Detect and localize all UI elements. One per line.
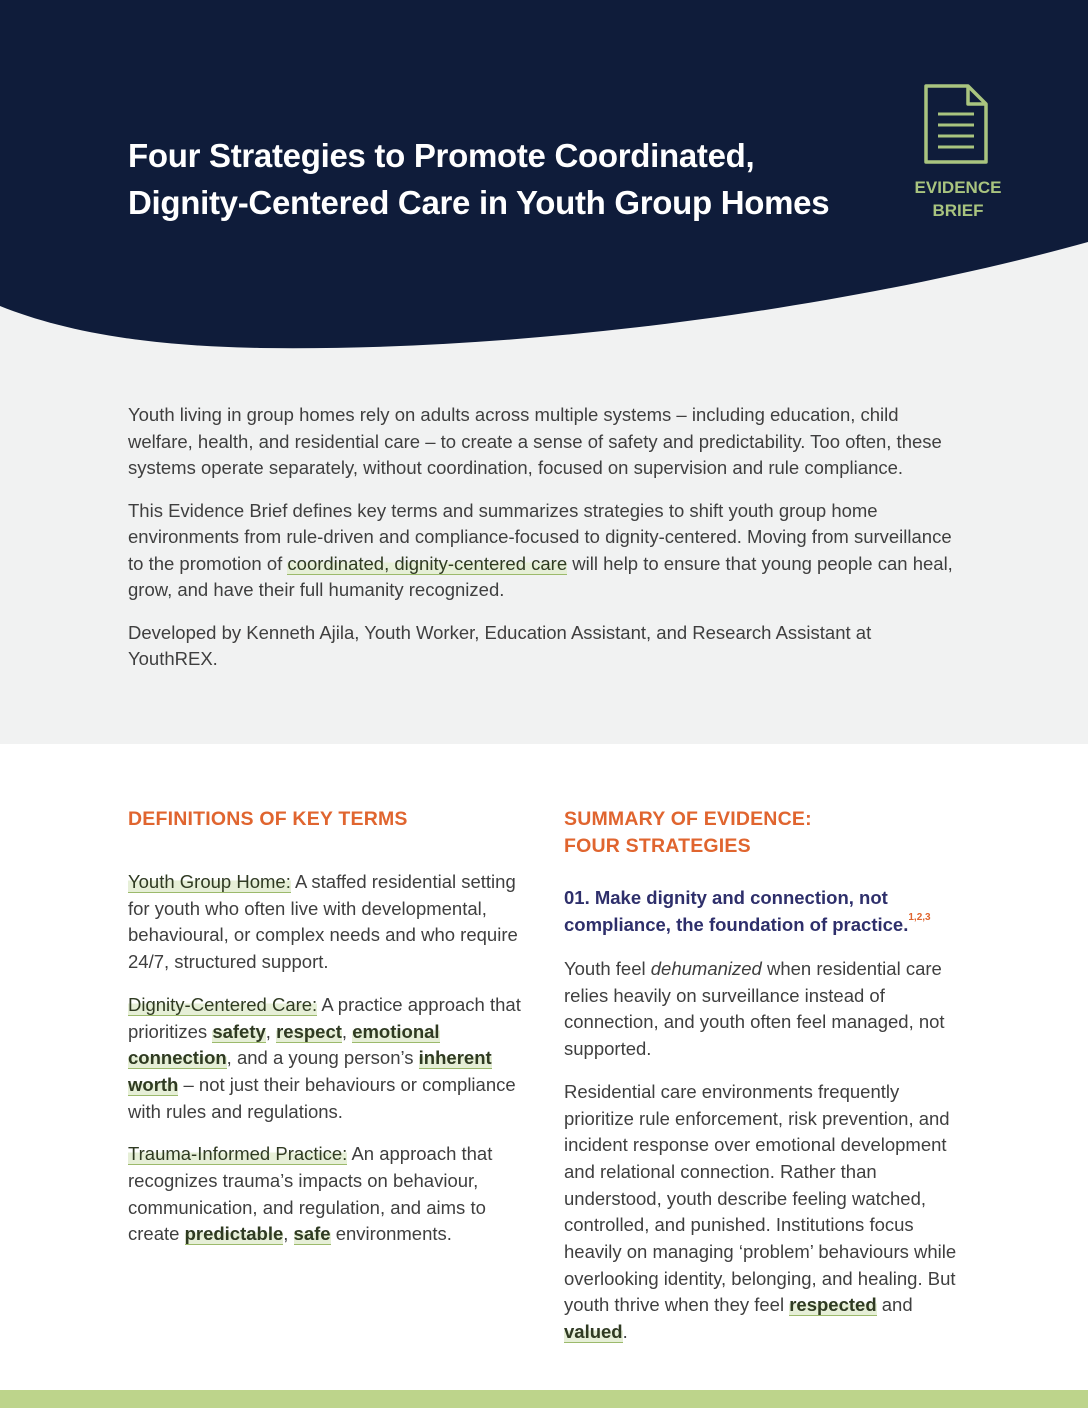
summary-p1-text-2: when residential care relies heavily on surveillance instead of connection, and youth often feel managed, not supported. — [564, 958, 945, 1060]
definition-dignity-centered-care — [128, 992, 528, 1126]
definitions-column — [128, 806, 528, 1264]
summary-p1-text-1: Youth feel — [564, 958, 651, 979]
summary-p2-text-2: and — [876, 1294, 913, 1316]
document-icon — [922, 82, 990, 166]
intro-paragraph-3: Developed by Kenneth Ajila, Youth Worker, Education Assistant, and Research Assistant at YouthREX. — [128, 621, 872, 669]
summary-heading — [564, 806, 964, 860]
evidence-brief-badge — [900, 176, 1016, 222]
highlight-coordinated-care: coordinated, dignity-centered care — [287, 552, 568, 574]
definition-trauma-informed-practice — [128, 1141, 528, 1248]
highlight-safety: safety — [212, 1020, 266, 1042]
highlight-emotional-connection: emotional connection — [128, 1020, 440, 1069]
definition-text: A practice approach that prioritizes — [128, 993, 521, 1042]
badge-line-1: EVIDENCE — [914, 178, 1002, 197]
definition-youth-group-home — [128, 869, 528, 976]
highlight-respect: respect — [276, 1020, 342, 1042]
summary-p2-text-1: Residential care environments frequently prioritize rule enforcement, risk prevention, and incident response over emotional development and relational connection. Rather than understood, youth describe feeling watched, controlled, and punished. Institutions focus heavily on managing ‘problem’ behaviours while overlooking identity, belonging, and healing. But youth thrive when they feel — [564, 1080, 957, 1316]
summary-paragraph-2 — [564, 1079, 964, 1346]
strategy-1-text: 01. Make dignity and connection, not compliance, the foundation of practice. — [564, 887, 909, 935]
summary-heading-line-1: SUMMARY OF EVIDENCE: — [564, 808, 812, 830]
intro-paragraph-2 — [128, 498, 964, 604]
highlight-valued: valued — [564, 1321, 623, 1343]
bottom-accent-bar — [0, 1390, 1088, 1408]
highlight-safe: safe — [293, 1223, 331, 1245]
emphasis-dehumanized: dehumanized — [650, 958, 762, 979]
definition-text: environments. — [330, 1223, 452, 1245]
definitions-heading: DEFINITIONS OF KEY TERMS — [128, 808, 408, 830]
title-line-1: Four Strategies to Promote Coordinated, — [128, 137, 755, 174]
strategy-1-references: 1,2,3 — [908, 912, 931, 923]
definition-text: – not just their behaviours or compliance with rules and regulations. — [128, 1073, 516, 1122]
page-title — [128, 132, 888, 226]
title-line-2: Dignity-Centered Care in Youth Group Homes — [128, 184, 830, 221]
definition-text: A staffed residential setting for youth who often live with developmental, behavioural, or complex needs and who require 24/7, structured support. — [128, 871, 518, 973]
intro-paragraph-1: Youth living in group homes rely on adults across multiple systems – including education, child welfare, health, and residential care – to create a sense of safety and predictability. Too often, these systems operate separately, without coordination, focused on supervision and rule compliance. — [128, 404, 942, 478]
term-trauma-informed-practice: Trauma-Informed Practice: — [128, 1143, 348, 1165]
summary-column — [564, 806, 964, 1362]
definition-text: , — [341, 1020, 353, 1042]
summary-p2-text-3: . — [622, 1321, 628, 1343]
definition-text: , and a young person’s — [226, 1047, 419, 1069]
summary-paragraph-1 — [564, 956, 964, 1063]
intro-p2-text-2: will help to ensure that young people can heal, grow, and have their full humanity recognized. — [128, 552, 953, 600]
definition-text: An approach that recognizes trauma’s impacts on behaviour, communication, and regulation, and aims to create — [128, 1143, 493, 1245]
term-youth-group-home: Youth Group Home: — [128, 871, 291, 892]
strategy-1-title — [564, 884, 964, 938]
badge-line-2: BRIEF — [932, 201, 984, 220]
intro-p2-text-1: This Evidence Brief defines key terms and summarizes strategies to shift youth group home environments from rule-driven and compliance-focused to dignity-centered. Moving from surveillance to the promotion of — [128, 499, 952, 574]
highlight-respected: respected — [789, 1294, 877, 1316]
highlight-inherent-worth: inherent worth — [128, 1047, 492, 1095]
summary-heading-line-2: FOUR STRATEGIES — [564, 835, 751, 857]
definition-text: , — [265, 1020, 277, 1042]
definition-text: , — [283, 1223, 294, 1245]
term-dignity-centered-care: Dignity-Centered Care: — [128, 993, 318, 1015]
highlight-predictable: predictable — [184, 1223, 284, 1245]
intro-section — [128, 402, 964, 689]
